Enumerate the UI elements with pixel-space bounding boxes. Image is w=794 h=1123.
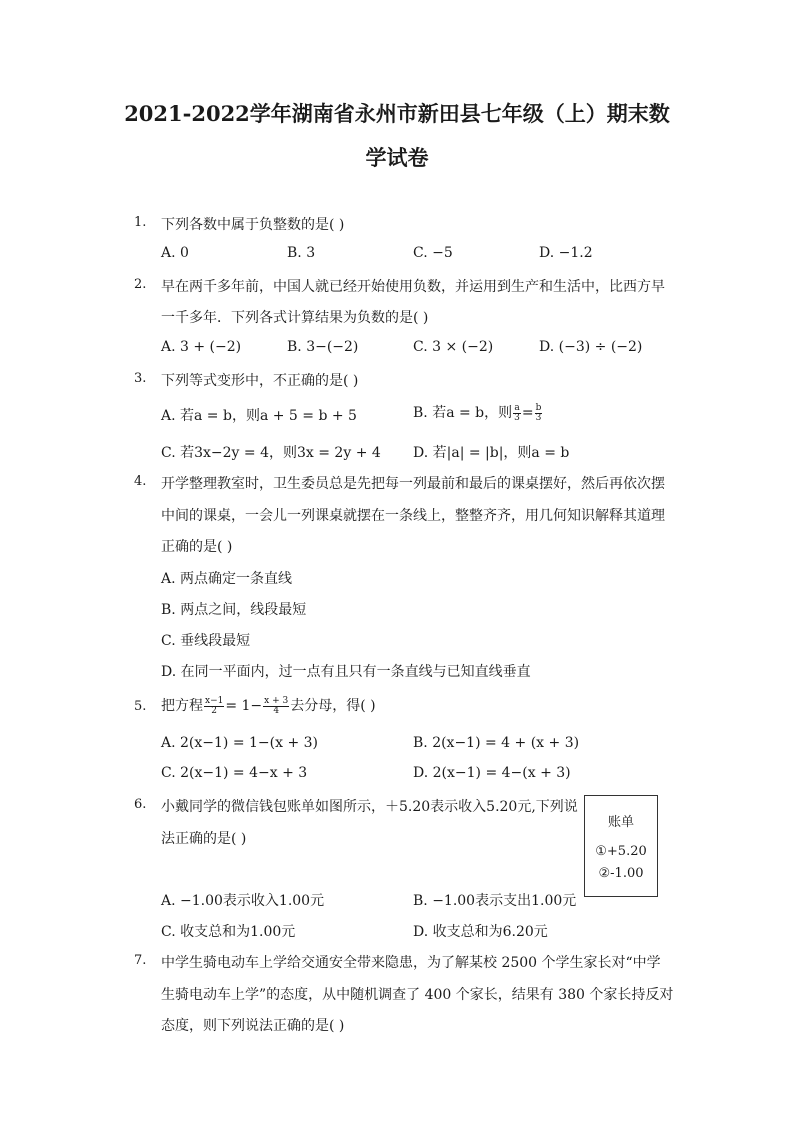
exam-title-line2: 学试卷 — [365, 145, 429, 170]
fraction-numerator: x + 3 — [264, 695, 289, 706]
q1-option-d: D. −1.2 — [539, 245, 593, 261]
q2-number: 2. — [134, 277, 147, 292]
q2-option-c: C. 3 × (−2) — [413, 339, 494, 355]
q1-stem: 下列各数中属于负整数的是( ) — [161, 217, 345, 233]
q6-option-c: C. 收支总和为1.00元 — [161, 924, 296, 940]
q1-option-c: C. −5 — [413, 245, 453, 261]
fraction-a-over-3 — [513, 404, 521, 423]
q4-option-b: B. 两点之间，线段最短 — [161, 602, 307, 618]
fraction-b-over-3 — [535, 404, 543, 423]
q3-option-b — [413, 402, 543, 423]
fraction-numerator: x−1 — [205, 695, 224, 706]
q5-stem-suffix: 去分母，得( ) — [290, 698, 376, 714]
ledger-heading: 账单 — [607, 815, 634, 830]
q5-option-d: D. 2(x−1) = 4−(x + 3) — [413, 765, 571, 781]
q4-stem-line3: 正确的是( ) — [161, 539, 233, 555]
q5-number: 5. — [134, 699, 147, 714]
q2-stem-line2: 一千多年．下列各式计算结果为负数的是( ) — [161, 310, 429, 326]
ledger-row-2: ②-1.00 — [598, 866, 644, 881]
q5-stem-middle: = 1− — [225, 698, 263, 714]
q4-option-a: A. 两点确定一条直线 — [161, 571, 293, 587]
fraction-numerator: a — [514, 402, 520, 413]
q3-option-c: C. 若3x−2y = 4，则3x = 2y + 4 — [161, 445, 381, 461]
fraction-denominator: 2 — [211, 705, 218, 716]
q7-stem-line2: 生骑电动车上学”的态度，从中随机调查了 400 个家长，结果有 380 个家长持反对 — [161, 987, 674, 1003]
fraction-denominator: 3 — [535, 412, 542, 423]
q7-number: 7. — [134, 953, 147, 968]
q4-number: 4. — [134, 474, 147, 489]
q7-stem-line3: 态度，则下列说法正确的是( ) — [161, 1018, 345, 1034]
q5-option-c: C. 2(x−1) = 4−x + 3 — [161, 765, 308, 781]
fraction-numerator: b — [535, 402, 542, 413]
q5-option-b: B. 2(x−1) = 4 + (x + 3) — [413, 735, 580, 751]
q3-number: 3. — [134, 371, 147, 386]
q4-stem-line1: 开学整理教室时，卫生委员总是先把每一列最前和最后的课桌摆好，然后再依次摆 — [161, 476, 665, 492]
q6-option-d: D. 收支总和为6.20元 — [413, 924, 548, 940]
q5-stem — [161, 695, 376, 716]
q6-stem-line1: 小戴同学的微信钱包账单如图所示，＋5.20表示收入5.20元,下列说 — [161, 799, 578, 815]
q5-stem-prefix: 把方程 — [161, 698, 203, 714]
ledger-row-1: ①+5.20 — [595, 844, 647, 859]
q3-option-d: D. 若|a| = |b|，则a = b — [413, 445, 570, 461]
q4-option-d: D. 在同一平面内，过一点有且只有一条直线与已知直线垂直 — [161, 664, 531, 680]
equals-sign: = — [521, 405, 534, 421]
q6-option-a: A. −1.00表示收入1.00元 — [161, 893, 325, 909]
q2-stem-line1: 早在两千多年前，中国人就已经开始使用负数，并运用到生产和生活中，比西方早 — [161, 279, 665, 295]
wallet-ledger-box — [584, 795, 658, 897]
q1-option-b: B. 3 — [287, 245, 316, 261]
fraction-x-plus-3-over-4 — [263, 697, 289, 716]
q5-option-a: A. 2(x−1) = 1−(x + 3) — [161, 735, 319, 751]
q4-option-c: C. 垂线段最短 — [161, 633, 251, 649]
q6-option-b: B. −1.00表示支出1.00元 — [413, 893, 577, 909]
q4-stem-line2: 中间的课桌，一会儿一列课桌就摆在一条线上，整整齐齐，用几何知识解释其道理 — [161, 508, 665, 524]
fraction-denominator: 4 — [273, 705, 280, 716]
q3-option-a: A. 若a = b，则a + 5 = b + 5 — [161, 408, 357, 424]
q6-number: 6. — [134, 797, 147, 812]
fraction-x-minus-1-over-2 — [204, 697, 224, 716]
q3-stem: 下列等式变形中，不正确的是( ) — [161, 373, 359, 389]
exam-title-line1: 2021-2022学年湖南省永州市新田县七年级（上）期末数 — [124, 101, 670, 126]
q2-option-b: B. 3−(−2) — [287, 339, 359, 355]
q6-stem-line2: 法正确的是( ) — [161, 831, 247, 847]
q1-number: 1. — [134, 215, 147, 230]
q1-option-a: A. 0 — [161, 245, 189, 261]
fraction-denominator: 3 — [514, 412, 520, 423]
q2-option-a: A. 3 + (−2) — [161, 339, 242, 355]
q3-option-b-prefix: B. 若a = b，则 — [413, 405, 513, 421]
q2-option-d: D. (−3) ÷ (−2) — [539, 339, 643, 355]
q7-stem-line1: 中学生骑电动车上学给交通安全带来隐患，为了解某校 2500 个学生家长对“中学 — [161, 955, 661, 971]
